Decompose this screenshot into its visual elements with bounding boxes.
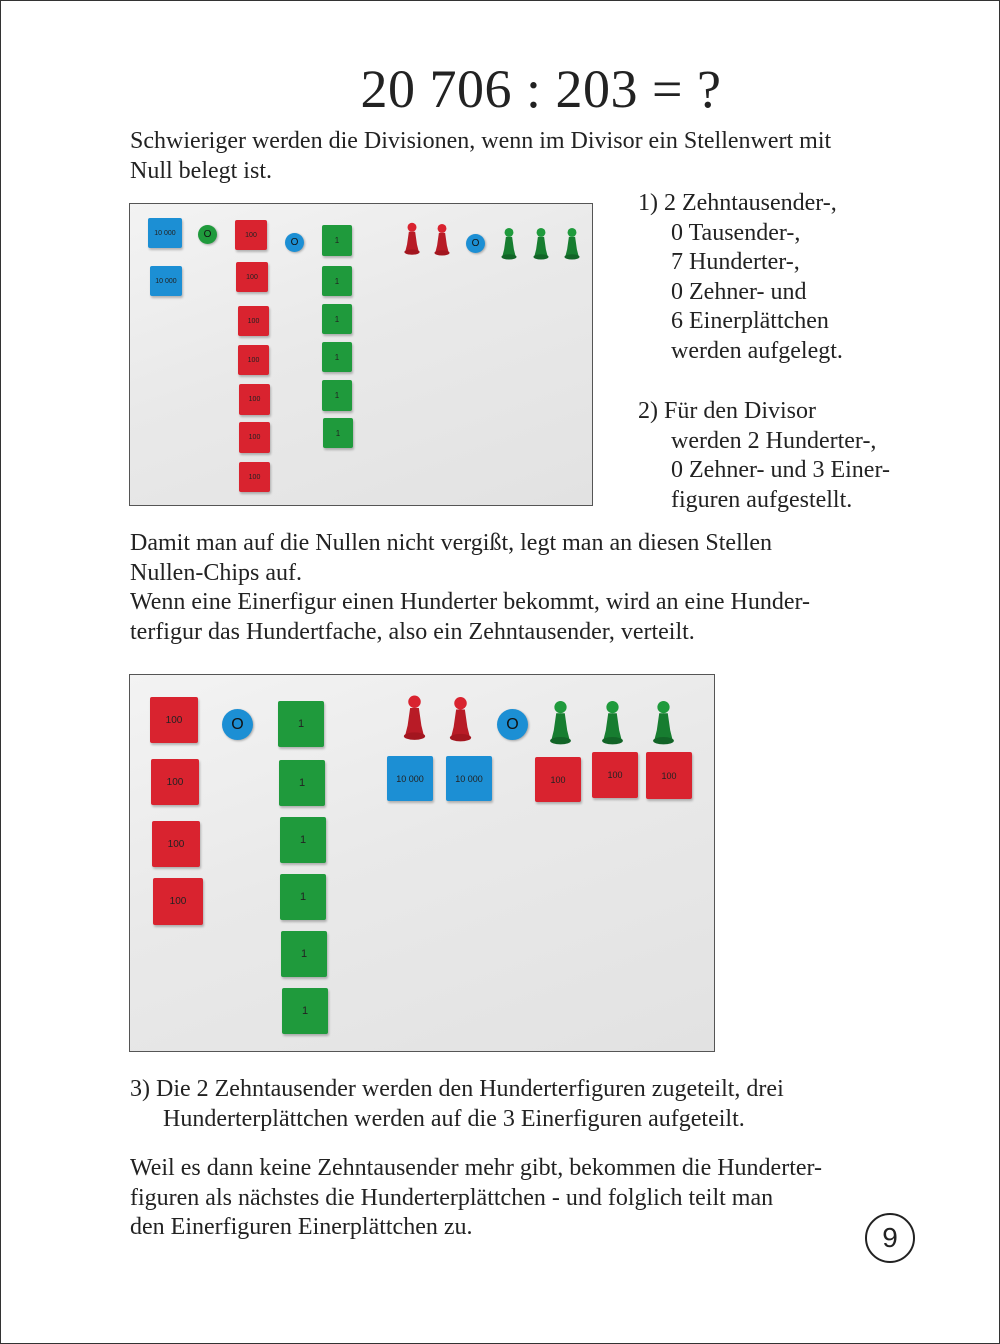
hundreds-figure-red bbox=[448, 697, 473, 742]
step-2-text bbox=[638, 397, 890, 515]
photo-distribution bbox=[129, 674, 715, 1052]
hundreds-figure-red bbox=[403, 222, 421, 256]
tile-ten-thousand: 10 000 bbox=[148, 218, 182, 248]
step-2-line: 2) Für den Divisor bbox=[638, 398, 816, 424]
step-1-line: werden aufgelegt. bbox=[671, 337, 843, 364]
tile-ten-thousand: 10 000 bbox=[387, 756, 433, 801]
photo-dividend-and-divisor bbox=[129, 203, 593, 506]
step-3-line: 3) Die 2 Zehntausender werden den Hunderterfiguren zugeteilt, drei bbox=[130, 1076, 784, 1102]
tile-hundred: 100 bbox=[235, 220, 267, 250]
zero-chip: O bbox=[497, 709, 528, 740]
closing-line: figuren als nächstes die Hunderterplättchen - und folglich teilt man bbox=[130, 1184, 774, 1211]
hundreds-figure-red bbox=[402, 695, 427, 741]
tile-one: 1 bbox=[280, 874, 326, 920]
tile-one: 1 bbox=[322, 304, 352, 334]
step-1-line: 7 Hunderter-, bbox=[671, 249, 800, 275]
closing-line: den Einerfiguren Einerplättchen zu. bbox=[130, 1214, 473, 1240]
ones-figure-green bbox=[563, 228, 581, 260]
step-1-line: 1) 2 Zehntausender-, bbox=[638, 190, 837, 216]
middle-line: terfigur das Hundertfache, also ein Zehntausender, verteilt. bbox=[130, 618, 695, 645]
step-2-line: 0 Zehner- und 3 Einer- bbox=[671, 457, 890, 483]
tile-ten-thousand: 10 000 bbox=[150, 266, 182, 296]
tile-one: 1 bbox=[322, 342, 352, 372]
tile-hundred: 100 bbox=[239, 462, 270, 492]
zero-chip: O bbox=[198, 225, 217, 244]
step-2-line: figuren aufgestellt. bbox=[671, 486, 853, 513]
middle-paragraph bbox=[130, 529, 810, 647]
step-3-text bbox=[130, 1075, 784, 1134]
intro-line: Schwieriger werden die Divisionen, wenn im Divisor ein Stellenwert mit bbox=[130, 128, 832, 154]
tile-one: 1 bbox=[323, 418, 353, 448]
closing-paragraph bbox=[130, 1154, 822, 1243]
tile-hundred: 100 bbox=[238, 306, 269, 336]
tile-hundred: 100 bbox=[152, 821, 200, 867]
tile-ten-thousand: 10 000 bbox=[446, 756, 492, 801]
step-2-line: werden 2 Hunderter-, bbox=[671, 427, 877, 454]
tile-hundred: 100 bbox=[535, 757, 581, 802]
step-1-text bbox=[638, 189, 843, 366]
tile-hundred: 100 bbox=[592, 752, 638, 798]
closing-line: Weil es dann keine Zehntausender mehr gibt, bekommen die Hunderter- bbox=[130, 1155, 823, 1181]
ones-figure-green bbox=[651, 701, 676, 745]
tile-hundred: 100 bbox=[236, 262, 268, 292]
step-1-line: 0 Zehner- und bbox=[671, 278, 807, 305]
ones-figure-green bbox=[548, 701, 573, 745]
zero-chip: O bbox=[285, 233, 304, 252]
tile-one: 1 bbox=[279, 760, 325, 806]
tile-hundred: 100 bbox=[153, 878, 203, 925]
tile-hundred: 100 bbox=[151, 759, 199, 805]
intro-paragraph bbox=[130, 127, 831, 186]
middle-line: Nullen-Chips auf. bbox=[130, 559, 302, 586]
tile-hundred: 100 bbox=[239, 384, 270, 415]
ones-figure-green bbox=[600, 701, 625, 745]
ones-figure-green bbox=[532, 228, 550, 260]
hundreds-figure-red bbox=[433, 224, 451, 256]
page-number: 9 bbox=[865, 1213, 915, 1263]
step-1-line: 0 Tausender-, bbox=[671, 219, 801, 246]
middle-line: Wenn eine Einerfigur einen Hunderter bekommt, wird an eine Hunder- bbox=[130, 589, 811, 615]
tile-hundred: 100 bbox=[238, 345, 269, 375]
intro-line: Null belegt ist. bbox=[130, 157, 272, 184]
step-1-line: 6 Einerplättchen bbox=[671, 308, 829, 334]
tile-one: 1 bbox=[322, 225, 352, 256]
tile-one: 1 bbox=[322, 380, 352, 411]
tile-hundred: 100 bbox=[239, 422, 270, 453]
tile-hundred: 100 bbox=[150, 697, 198, 743]
ones-figure-green bbox=[500, 228, 518, 260]
step-3-line: Hunderterplättchen werden auf die 3 Einerfiguren aufgeteilt. bbox=[163, 1105, 745, 1132]
zero-chip: O bbox=[466, 234, 485, 253]
middle-line: Damit man auf die Nullen nicht vergißt, legt man an diesen Stellen bbox=[130, 530, 773, 556]
tile-hundred: 100 bbox=[646, 752, 692, 799]
page-title: 20 706 : 203 = ? bbox=[360, 59, 722, 119]
tile-one: 1 bbox=[281, 931, 327, 977]
tile-one: 1 bbox=[282, 988, 328, 1034]
tile-one: 1 bbox=[322, 266, 352, 296]
tile-one: 1 bbox=[278, 701, 324, 747]
zero-chip: O bbox=[222, 709, 253, 740]
tile-one: 1 bbox=[280, 817, 326, 863]
